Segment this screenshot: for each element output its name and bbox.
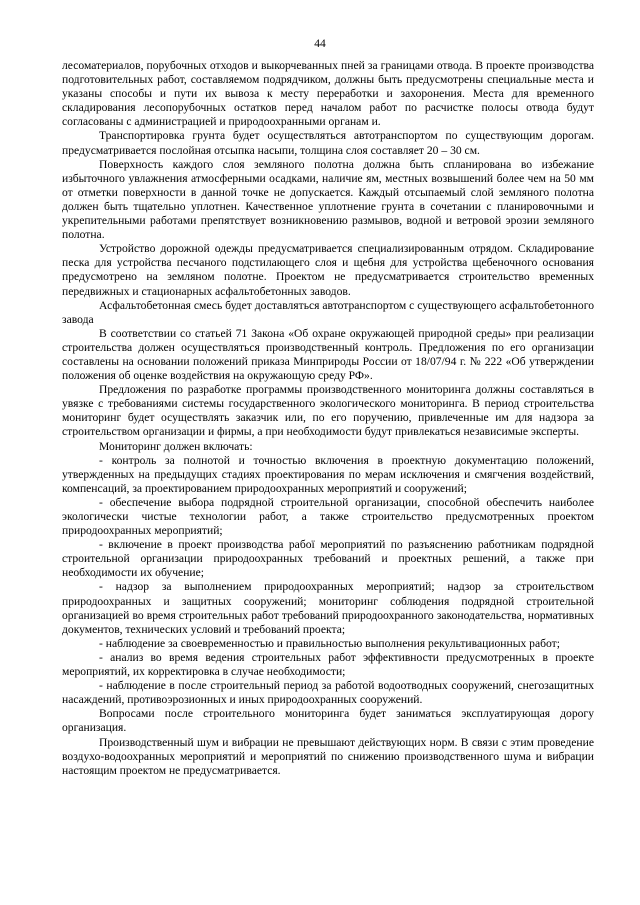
paragraph-subgrade-surface: Поверхность каждого слоя земляного полотна должна быть спланирована во избежание избыточного увлажнения атмосферными осадками, наличие ям, местных возвышений более чем на 50 мм от отметки поверхности в данной точке не допускается. Каждый отсыпаемый слой земляного полотна должен быть тщательно уплотнен. Качественное уплотнение грунта в сочетании с планировочными и укрепительными работами препятствует возникновению размывов, водной и ветровой эрозии земляного полотна. (62, 157, 594, 242)
list-item-efficiency-analysis: - анализ во время ведения строительных работ эффективности предусмотренных в проекте мероприятий, их корректировка в случае необходимости; (62, 650, 594, 679)
paragraph-law-article-71: В соответствии со статьей 71 Закона «Об охране окружающей природной среды» при реализации строительства должен осуществляться производственный контроль. Предложения по его организации составлены на основании положений приказа Минприроды России от 18/07/94 г. № 222 «Об утверждении положения об оценке воздействия на окружающую среду РФ». (62, 326, 594, 383)
page-number: 44 (314, 38, 326, 50)
paragraph-monitoring-includes: Мониторинг должен включать: (99, 439, 253, 453)
paragraph-soil-transport: Транспортировка грунта будет осуществляться автотранспортом по существующим дорогам. предусматривается послойная отсыпка насыпи, толщина слоя составляет 20 – 30 см. (62, 129, 594, 157)
paragraph-continuation: лесоматериалов, порубочных отходов и выкорчеванных пней за границами отвода. В проекте производства подготовительных работ, составляемом подрядчиком, должны быть предусмотрены специальные места и указаны способы и пути их вывоза к месту переработки и захоронения. Места для временного складирования лесопорубочных остатков перед началом работ по расчистке полосы отвода будут согласованы с администрацией и природоохранными органам и. (62, 59, 594, 129)
list-item-supervision: - надзор за выполнением природоохранных мероприятий; надзор за строительством природоохранных и защитных сооружений; мониторинг соблюдения подрядной строительной организацией во время строительных работ требований природоохранного законодательства, нормативных документов, технических условий и требований проекта; (62, 580, 594, 636)
list-item-recultivation: - наблюдение за своевременностью и правильностью выполнения рекультивационных работ; (99, 636, 560, 650)
list-item-worker-training: - включение в проект производства рабої мероприятий по разъяснению работникам подрядной строительной организации природоохранных требований и проектных решений, а также при необходимости их обучение; (62, 538, 594, 580)
paragraph-noise-vibration: Производственный шум и вибрации не превышают действующих норм. В связи с этим проведение воздухо-водоохранных мероприятий и мероприятий по снижению производственного шума и вибрации настоящим проектом не предусматривается. (62, 735, 594, 777)
list-item-post-construction: - наблюдение в после строительный период за работой водоотводных сооружений, снегозащитных насаждений, противоэрозионных и иных природоохранных сооружений. (62, 679, 594, 707)
list-item-contractor-selection: - обеспечение выбора подрядной строительной организации, способной обеспечить наиболее экологически чистые технологии работ, а также строительство предусмотренных проектом природоохранных мероприятий; (62, 495, 594, 538)
paragraph-asphalt-delivery: Асфальтобетонная смесь будет доставляться автотранспортом с существующего асфальтобетонного завода (62, 298, 594, 326)
paragraph-monitoring-program: Предложения по разработке программы производственного мониторинга должны составляться в увязке с требованиями системы государственного экологического мониторинга. В период строительства мониторинг будет осуществлять заказчик или, по его поручению, привлеченные им для надзора за строительством организации и фирмы, а при необходимости будут привлекаться независимые эксперты. (62, 383, 594, 439)
paragraph-post-monitoring: Вопросами после строительного мониторинга будет заниматься эксплуатирующая дорогу организация. (62, 707, 594, 735)
document-body (62, 59, 594, 778)
paragraph-pavement: Устройство дорожной одежды предусматривается специализированным отрядом. Складирование песка для устройства песчаного подстилающего слоя и щебня для устройства щебеночного основания предусмотрено на земляном полотне. Проектом не предусматривается строительство временных передвижных и стационарных асфальтобетонных заводов. (62, 242, 594, 298)
list-item-control-completeness: - контроль за полнотой и точностью включения в проектную документацию положений, утвержденных на предыдущих стадиях проектирования по мерам исключения и смягчения воздействий, компенсаций, за проектированием природоохранных мероприятий и сооружений; (62, 453, 594, 495)
